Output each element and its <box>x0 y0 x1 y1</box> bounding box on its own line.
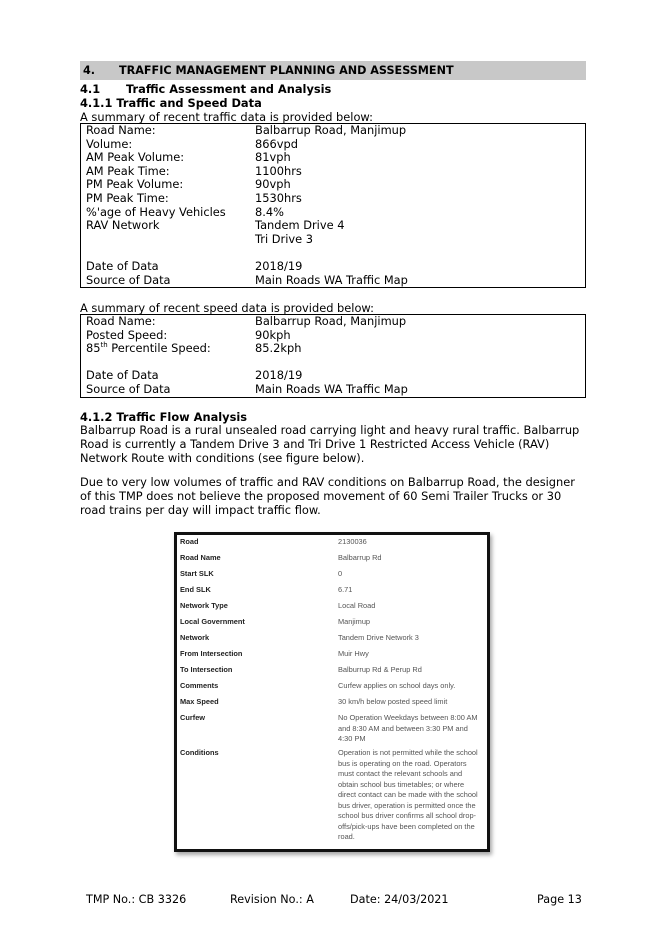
figure-field-value <box>338 681 483 692</box>
row-value: 81vph <box>255 150 291 165</box>
figure-field-label: End SLK <box>180 585 211 594</box>
subsection-title: Traffic Assessment and Analysis <box>126 82 332 96</box>
traffic-speed-heading: 4.1.1 Traffic and Speed Data <box>80 96 262 110</box>
subsection-heading <box>80 82 331 96</box>
figure-field-label: Comments <box>180 681 219 690</box>
figure-field-value <box>338 553 483 564</box>
row-label: AM Peak Volume: <box>86 150 185 165</box>
table-row <box>81 369 585 383</box>
speed-data-table <box>80 314 586 398</box>
row-value: Tri Drive 3 <box>255 231 313 246</box>
section-number: 4. <box>83 64 96 77</box>
figure-field-label: Max Speed <box>180 697 219 706</box>
figure-value-line: school bus driver confirms all school drop- <box>338 811 477 820</box>
table-row <box>81 165 585 179</box>
subsection-number: 4.1 <box>80 82 101 96</box>
figure-field-label: Road <box>180 537 199 546</box>
row-value: 90kph <box>255 327 291 342</box>
figure-field-label: Start SLK <box>180 569 214 578</box>
figure-field-label: Road Name <box>180 553 221 562</box>
paragraph-line: Due to very low volumes of traffic and RAV conditions on Balbarrup Road, the designer <box>80 475 575 489</box>
footer-date: Date: 24/03/2021 <box>350 893 449 906</box>
figure-value-line: Manjimup <box>338 617 371 626</box>
table-row <box>81 383 585 397</box>
row-label: Road Name: <box>86 314 156 328</box>
row-value: Tandem Drive 4 <box>255 218 345 233</box>
figure-value-line: 2130036 <box>338 537 367 546</box>
footer-tmp-number: TMP No.: CB 3326 <box>86 893 187 906</box>
figure-field-value <box>338 649 483 660</box>
figure-value-line: Balbarrup Rd <box>338 553 382 562</box>
row-value: Main Roads WA Traffic Map <box>255 381 408 396</box>
figure-field-value <box>338 537 483 548</box>
figure-field-value <box>338 697 483 708</box>
figure-value-line: Tandem Drive Network 3 <box>338 633 419 642</box>
flow-paragraph-2 <box>80 476 590 517</box>
row-label: Date of Data <box>86 258 159 273</box>
figure-value-line: must contact the relevant schools and <box>338 769 463 778</box>
row-label <box>86 342 211 356</box>
table-row <box>81 178 585 192</box>
table-row <box>81 206 585 220</box>
figure-field-label: To Intersection <box>180 665 233 674</box>
figure-field-value <box>338 665 483 676</box>
table-row <box>81 124 585 138</box>
section-title: TRAFFIC MANAGEMENT PLANNING AND ASSESSMENT <box>119 64 454 77</box>
speed-intro-text: A summary of recent speed data is provided below: <box>80 301 374 315</box>
paragraph-line: Balbarrup Road is a rural unsealed road carrying light and heavy rural traffic. Balbarrup <box>80 423 580 437</box>
figure-value-line: 6.71 <box>338 585 353 594</box>
row-label: PM Peak Volume: <box>86 177 184 192</box>
figure-value-line: Curfew applies on school days only. <box>338 681 456 690</box>
figure-field-value <box>338 569 483 580</box>
table-row <box>81 192 585 206</box>
row-value: 1530hrs <box>255 190 302 205</box>
row-label: Date of Data <box>86 368 159 383</box>
figure-value-line: bus driver, operation is permitted once the <box>338 800 476 810</box>
traffic-flow-heading: 4.1.2 Traffic Flow Analysis <box>80 410 248 424</box>
figure-value-line: No Operation Weekdays between 8:00 AM <box>338 713 478 722</box>
figure-field-label: Local Government <box>180 617 245 626</box>
row-value: 90vph <box>255 177 291 192</box>
section-heading-bar <box>80 61 586 80</box>
figure-value-line: offs/pick-ups have been completed on the <box>338 821 475 831</box>
row-label: Road Name: <box>86 123 156 137</box>
figure-value-line: Operation is not permitted while the school <box>338 748 478 757</box>
row-value: 866vpd <box>255 136 298 151</box>
paragraph-line: Road is currently a Tandem Drive 3 and Tri Drive 1 Restricted Access Vehicle (RAV) <box>80 436 550 451</box>
table-row <box>81 260 585 274</box>
figure-field-value <box>338 601 483 612</box>
figure-field-value <box>338 617 483 628</box>
paragraph-line: Network Route with conditions (see figure below). <box>80 450 365 465</box>
figure-field-value <box>338 633 483 644</box>
row-value: 8.4% <box>255 204 284 219</box>
figure-field-label: Network <box>180 633 210 642</box>
table-row <box>81 151 585 165</box>
table-row <box>81 274 585 288</box>
table-row <box>81 246 585 260</box>
row-value: Balbarrup Road, Manjimup <box>255 123 407 137</box>
figure-value-line: Balburrup Rd & Perup Rd <box>338 665 422 674</box>
row-label: %'age of Heavy Vehicles <box>86 204 226 219</box>
figure-field-label: From Intersection <box>180 649 243 658</box>
row-label: RAV Network <box>86 218 160 233</box>
table-row <box>81 138 585 152</box>
row-value: Main Roads WA Traffic Map <box>255 272 408 287</box>
figure-field-value <box>338 585 483 596</box>
row-label: AM Peak Time: <box>86 163 170 178</box>
traffic-data-table <box>80 123 586 288</box>
table-row <box>81 233 585 247</box>
row-label: Source of Data <box>86 381 171 396</box>
row-value: 2018/19 <box>255 258 303 273</box>
row-label: Volume: <box>86 136 133 151</box>
paragraph-line: road trains per day will impact traffic flow. <box>80 502 321 517</box>
footer-page-number: Page 13 <box>537 893 582 906</box>
table-row <box>81 315 585 329</box>
figure-field-value <box>338 748 483 843</box>
figure-value-line: and 8:30 AM and between 3:30 PM and <box>338 723 468 733</box>
percentile-number: 85 <box>86 341 101 356</box>
table-row-spacer <box>81 356 585 370</box>
figure-value-line: Local Road <box>338 601 376 610</box>
figure-value-line: 4:30 PM <box>338 734 366 743</box>
row-value: 1100hrs <box>255 163 302 178</box>
figure-field-label: Curfew <box>180 713 206 722</box>
figure-value-line: bus is operating on the road. Operators <box>338 758 467 768</box>
figure-value-line: 0 <box>338 569 343 578</box>
row-value: Balbarrup Road, Manjimup <box>255 314 407 328</box>
traffic-intro-text: A summary of recent traffic data is provided below: <box>80 110 373 124</box>
row-label: Posted Speed: <box>86 327 168 342</box>
figure-field-label: Network Type <box>180 601 228 610</box>
percentile-label: Percentile Speed: <box>107 341 211 356</box>
row-label: PM Peak Time: <box>86 190 169 205</box>
figure-value-line: Muir Hwy <box>338 649 369 658</box>
row-value: 85.2kph <box>255 341 302 356</box>
figure-value-line: obtain school bus timetables; or where <box>338 779 465 789</box>
figure-value-line: road. <box>338 832 355 841</box>
table-row <box>81 342 585 356</box>
figure-value-line: direct contact can be made with the school <box>338 790 478 799</box>
rav-network-figure <box>174 532 490 852</box>
ordinal-suffix: th <box>100 341 108 350</box>
row-label: Source of Data <box>86 272 171 287</box>
figure-field-value <box>338 713 483 745</box>
row-value: 2018/19 <box>255 368 303 383</box>
table-row <box>81 329 585 343</box>
paragraph-line: of this TMP does not believe the proposed movement of 60 Semi Trailer Trucks or 30 <box>80 488 562 503</box>
flow-paragraph-1 <box>80 424 590 465</box>
figure-field-label: Conditions <box>180 748 219 757</box>
figure-value-line: 30 km/h below posted speed limit <box>338 697 448 706</box>
footer-revision: Revision No.: A <box>230 893 314 906</box>
table-row <box>81 219 585 233</box>
